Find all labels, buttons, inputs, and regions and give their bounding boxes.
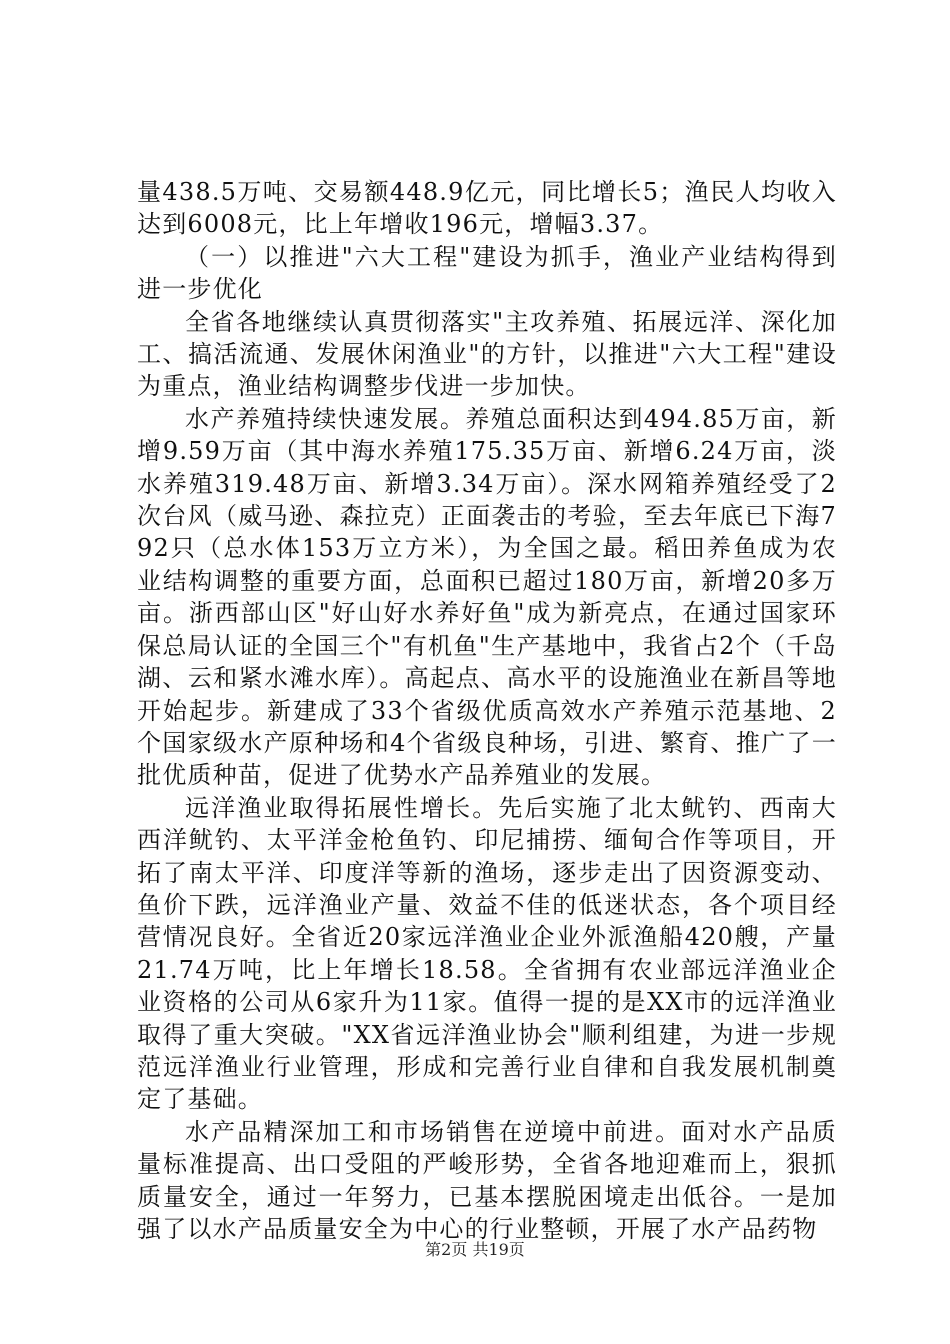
page-number-footer: 第2页 共19页 [425, 1240, 525, 1259]
document-body [137, 176, 837, 1245]
paragraph-5: 水产品精深加工和市场销售在逆境中前进。面对水产品质量标准提高、出口受阻的严峻形势，全省各地迎难而上，狠抓质量安全，通过一年努力，已基本摆脱困境走出低谷。一是加强了以水产品质量安全为中心的行业整顿，开展了水产品药物 [137, 1117, 837, 1243]
paragraph-3: 水产养殖持续快速发展。养殖总面积达到494.85万亩，新增9.59万亩（其中海水养殖175.35万亩、新增6.24万亩，淡水养殖319.48万亩、新增3.34万亩）。深水网箱养殖经受了2次台风（威马逊、森拉克）正面袭击的考验，至去年底已下海792只（总水体153万立方米），为全国之最。稻田养鱼成为农业结构调整的重要方面，总面积已超过180万亩，新增20多万亩。浙西部山区"好山好水养好鱼"成为新亮点，在通过国家环保总局认证的全国三个"有机鱼"生产基地中，我省占2个（千岛湖、云和紧水滩水库）。高起点、高水平的设施渔业在新昌等地开始起步。新建成了33个省级优质高效水产养殖示范基地、2个国家级水产原种场和4个省级良种场，引进、繁育、推广了一批优质种苗，促进了优势水产品养殖业的发展。 [137, 404, 837, 790]
paragraph-2: 全省各地继续认真贯彻落实"主攻养殖、拓展远洋、深化加工、搞活流通、发展休闲渔业"的方针，以推进"六大工程"建设为重点，渔业结构调整步伐进一步加快。 [137, 307, 837, 401]
paragraph-4: 远洋渔业取得拓展性增长。先后实施了北太鱿钓、西南大西洋鱿钓、太平洋金枪鱼钓、印尼捕捞、缅甸合作等项目，开拓了南太平洋、印度洋等新的渔场，逐步走出了因资源变动、鱼价下跌，远洋渔业产量、效益不佳的低迷状态，各个项目经营情况良好。全省近20家远洋渔业企业外派渔船420艘，产量21.74万吨，比上年增长18.58。全省拥有农业部远洋渔业企业资格的公司从6家升为11家。值得一提的是XX市的远洋渔业取得了重大突破。"XX省远洋渔业协会"顺利组建，为进一步规范远洋渔业行业管理，形成和完善行业自律和自我发展机制奠定了基础。 [137, 793, 837, 1114]
paragraph-1: 量438.5万吨、交易额448.9亿元，同比增长5；渔民人均收入达到6008元，比上年增收196元，增幅3.37。 [137, 178, 837, 239]
section-heading: （一）以推进"六大工程"建设为抓手，渔业产业结构得到进一步优化 [137, 242, 837, 304]
